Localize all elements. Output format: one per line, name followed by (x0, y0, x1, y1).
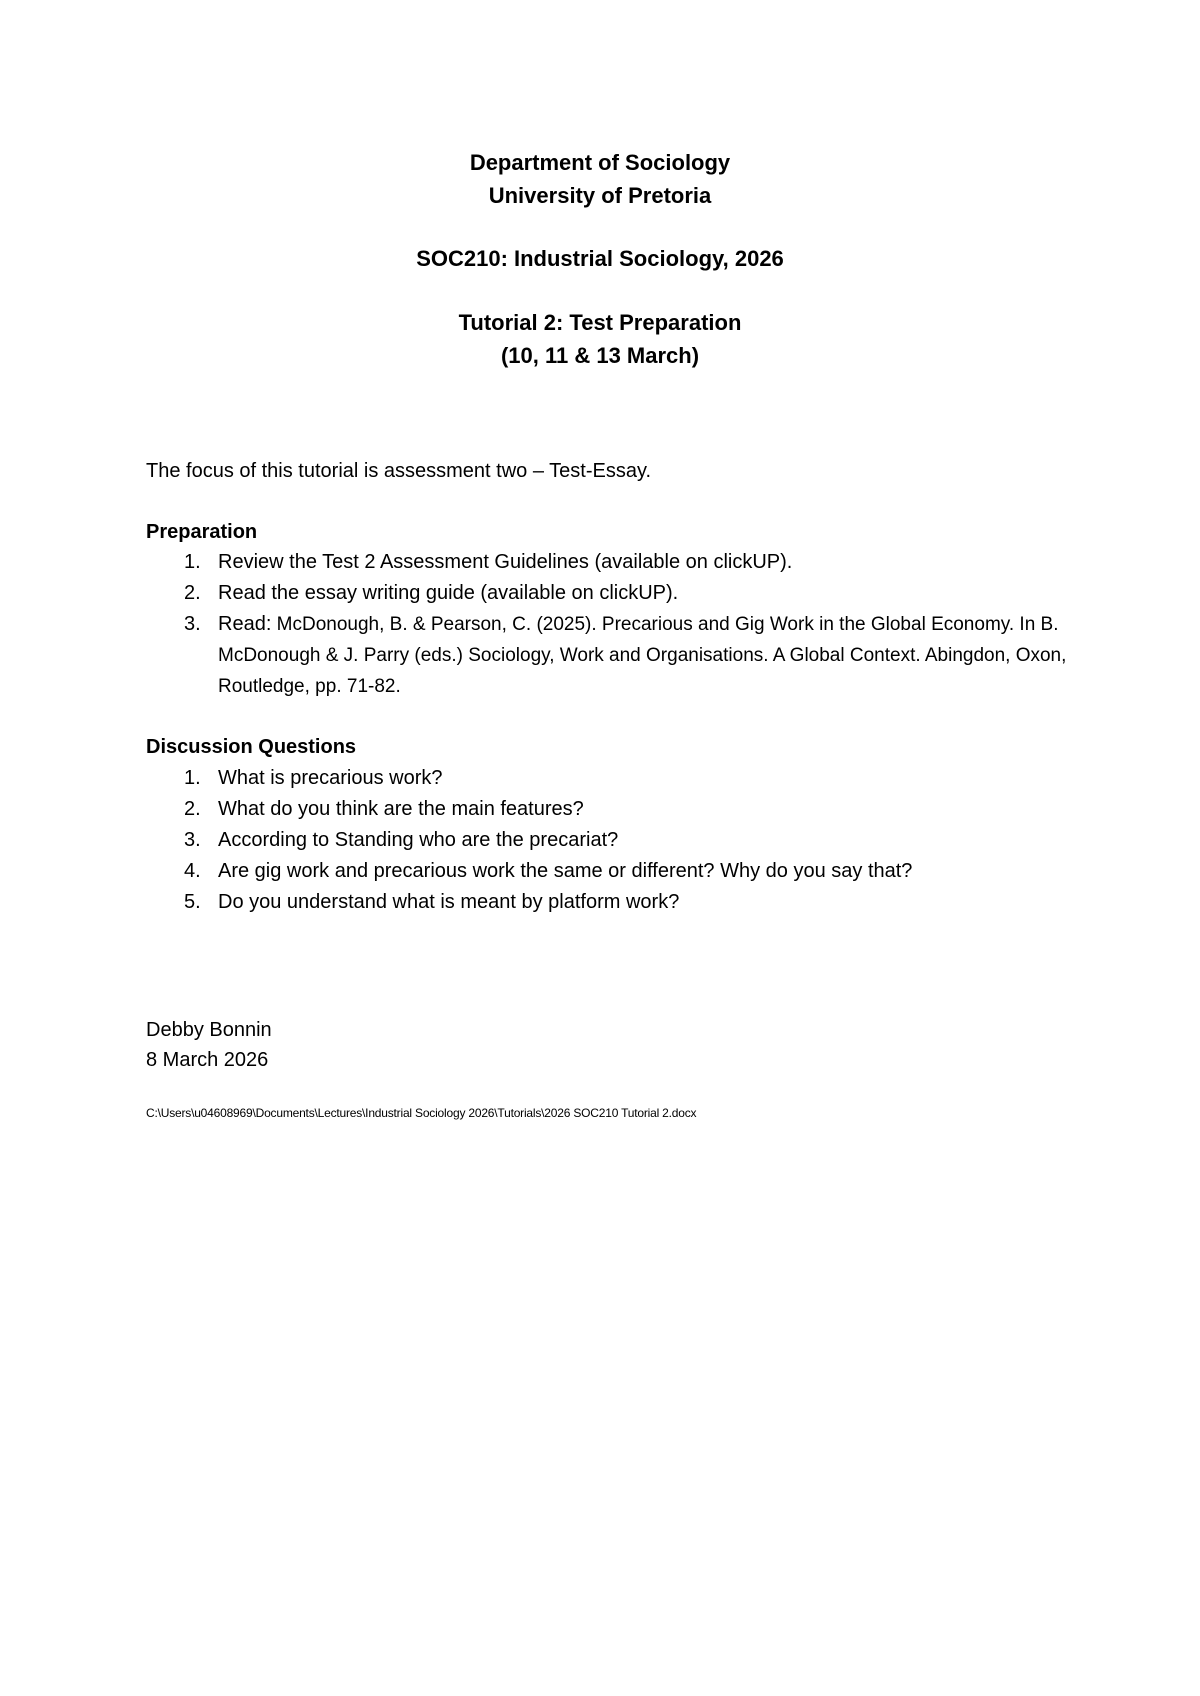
intro-paragraph: The focus of this tutorial is assessment two – Test-Essay. (146, 460, 652, 482)
list-number: 2. (184, 798, 201, 820)
list-item-text: What is precarious work? (218, 767, 443, 789)
tutorial-title: Tutorial 2: Test Preparation (458, 310, 742, 335)
list-number: 1. (184, 767, 201, 789)
list-item (146, 547, 1086, 578)
list-item-lead: Read: (218, 613, 272, 635)
file-path: C:\Users\u04608969\Documents\Lectures\Industrial Sociology 2026\Tutorials\2026 SOC210 Tutorial 2.docx (146, 1106, 697, 1120)
discussion-list (146, 763, 1086, 918)
list-item (146, 825, 1086, 856)
signature-block (146, 1015, 272, 1075)
list-item (146, 794, 1086, 825)
list-item (146, 887, 1086, 918)
department-name: Department of Sociology (469, 150, 731, 175)
list-number: 5. (184, 891, 201, 913)
list-item-text: Review the Test 2 Assessment Guidelines (available on clickUP). (218, 551, 793, 573)
tutorial-dates: (10, 11 & 13 March) (500, 343, 700, 368)
reference-citation: McDonough, B. & Pearson, C. (2025). Precarious and Gig Work in the Global Economy. In B. McDonough & J. Parry (eds.) Sociology, Work and Organisations. A Global Context. Abingdon, Oxon, Routledge, pp. 71-82. (218, 614, 1067, 697)
signature-date: 8 March 2026 (146, 1049, 269, 1071)
list-number: 1. (184, 551, 201, 573)
university-name: University of Pretoria (488, 183, 712, 208)
list-item-text: Do you understand what is meant by platform work? (218, 891, 680, 913)
list-number: 4. (184, 860, 201, 882)
author-name: Debby Bonnin (146, 1019, 272, 1041)
list-number: 3. (184, 613, 201, 635)
list-item (146, 609, 1086, 702)
list-number: 3. (184, 829, 201, 851)
discussion-heading: Discussion Questions (146, 736, 357, 758)
preparation-heading: Preparation (146, 521, 258, 543)
course-title: SOC210: Industrial Sociology, 2026 (416, 246, 784, 271)
list-number: 2. (184, 582, 201, 604)
list-item (146, 763, 1086, 794)
list-item-text: What do you think are the main features? (218, 798, 584, 820)
document-header (0, 146, 1200, 372)
list-item-text: According to Standing who are the precariat? (218, 829, 619, 851)
list-item-text: Read the essay writing guide (available on clickUP). (218, 582, 679, 604)
list-item (146, 578, 1086, 609)
preparation-list (146, 547, 1086, 702)
list-item (146, 856, 1086, 887)
list-item-text: Are gig work and precarious work the same or different? Why do you say that? (218, 860, 913, 882)
